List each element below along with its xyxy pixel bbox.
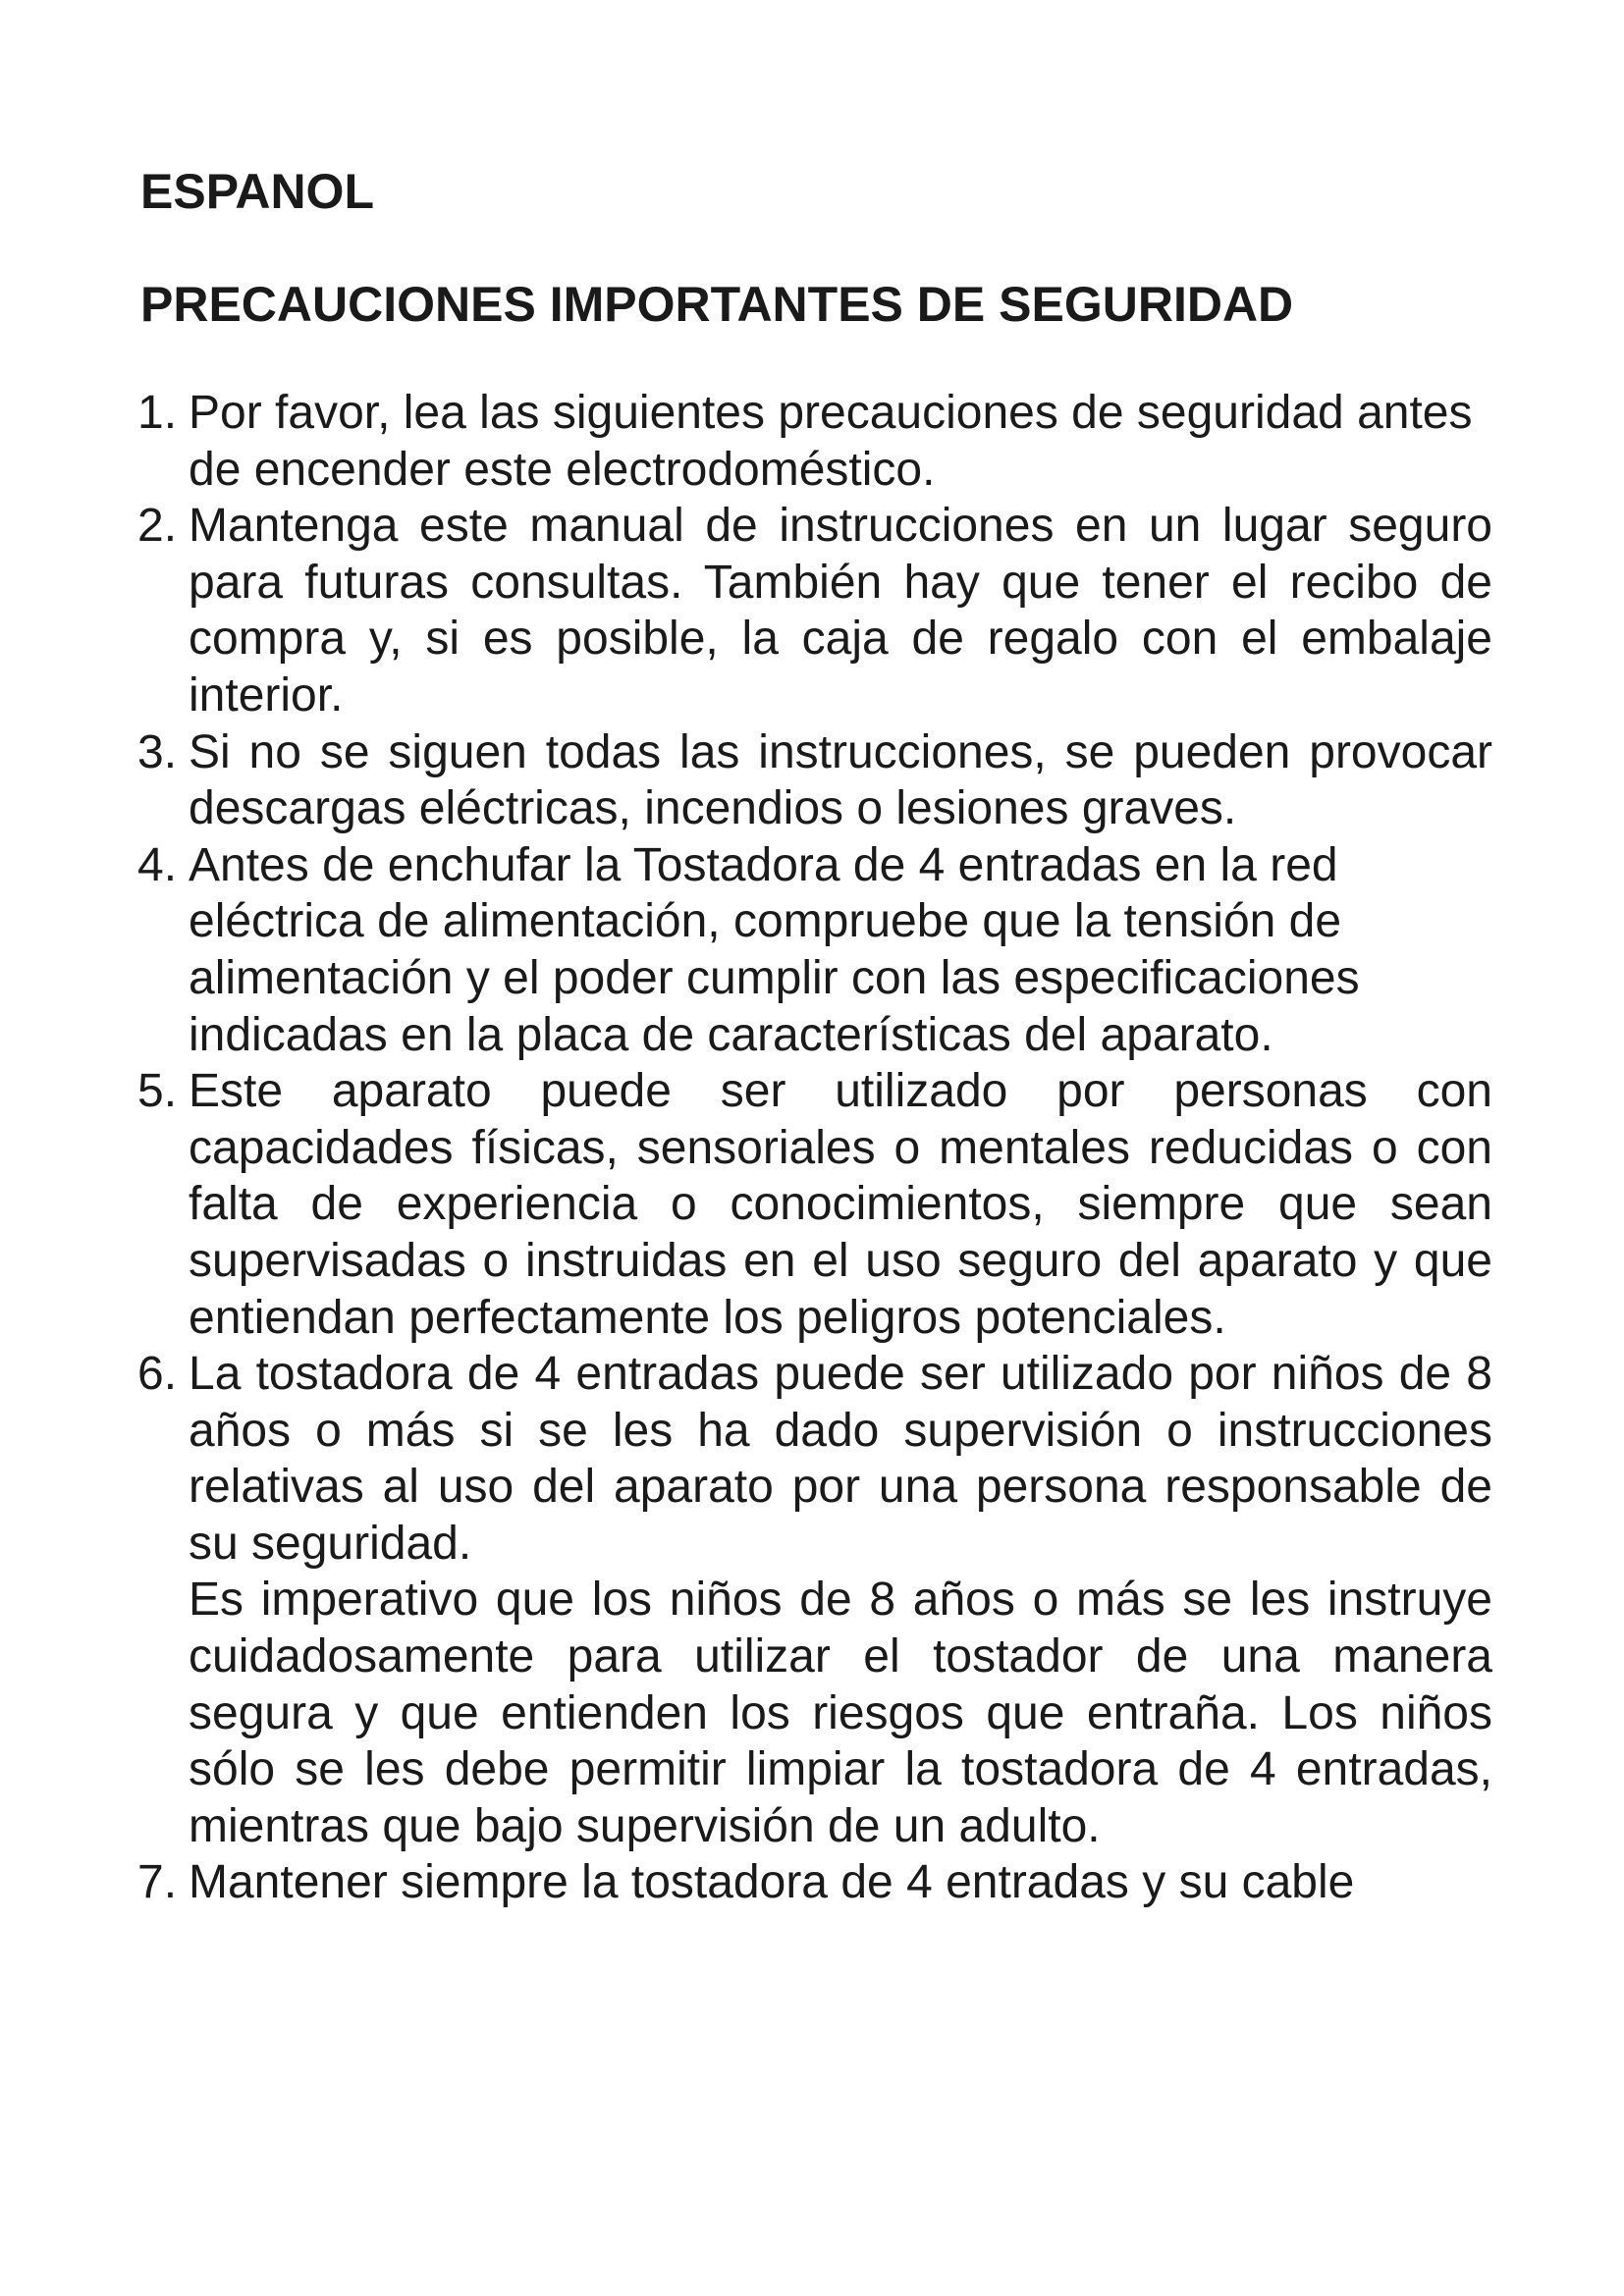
list-item-text: Antes de enchufar la Tostadora de 4 entradas en la red eléctrica de alimentación, compruebe que la tensión de alimentación y el poder cumplir con las especificaciones indicadas en la placa de características del aparato. [189, 838, 1360, 1061]
list-item-text: Si no se siguen todas las instrucciones, se pueden provocar descargas eléctricas, incendios o lesiones graves. [189, 725, 1492, 835]
list-item [137, 1854, 1492, 1911]
list-item [137, 498, 1492, 723]
list-item-text: Mantener siempre la tostadora de 4 entradas y su cable [189, 1856, 1355, 1909]
list-item-number: 2. [137, 500, 178, 553]
list-item-text: Este aparato puede ser utilizado por personas con capacidades físicas, sensoriales o mentales reducidas o con falta de experiencia o conocimientos, siempre que sean supervisadas o instruidas en el uso seguro del aparato y que entiendan perfectamente los peligros potenciales. [189, 1065, 1492, 1344]
list-item-number: 3. [137, 725, 178, 778]
list-item [137, 1346, 1492, 1854]
list-item-number: 4. [137, 838, 178, 891]
list-item-number: 6. [137, 1348, 178, 1401]
list-item-number: 7. [137, 1856, 178, 1909]
list-item-continuation: Es imperativo que los niños de 8 años o más se les instruye cuidadosamente para utilizar el tostador de una manera segura y que entienden los riesgos que entraña. Los niños sólo se les debe permitir limpiar la tostadora de 4 entradas, mientras que bajo supervisión de un adulto. [189, 1574, 1492, 1852]
list-item-text: La tostadora de 4 entradas puede ser utilizado por niños de 8 años o más si se les ha dado supervisión o instrucciones relativas al uso del aparato por una persona responsable de su seguridad. [189, 1348, 1492, 1570]
list-item-text: Mantenga este manual de instrucciones en un lugar seguro para futuras consultas. También hay que tener el recibo de compra y, si es posible, la caja de regalo con el embalaje interior. [189, 500, 1492, 721]
list-item [137, 385, 1492, 498]
list-item [137, 1063, 1492, 1346]
list-item-text: Por favor, lea las siguientes precauciones de seguridad antes de encender este electrodoméstico. [189, 387, 1473, 496]
language-heading: ESPANOL [140, 164, 374, 219]
list-item-number: 5. [137, 1065, 178, 1118]
list-item [137, 837, 1492, 1063]
list-item [137, 724, 1492, 837]
section-heading: PRECAUCIONES IMPORTANTES DE SEGURIDAD [140, 277, 1294, 332]
safety-precautions-list [137, 385, 1492, 1911]
list-item-number: 1. [137, 387, 178, 439]
